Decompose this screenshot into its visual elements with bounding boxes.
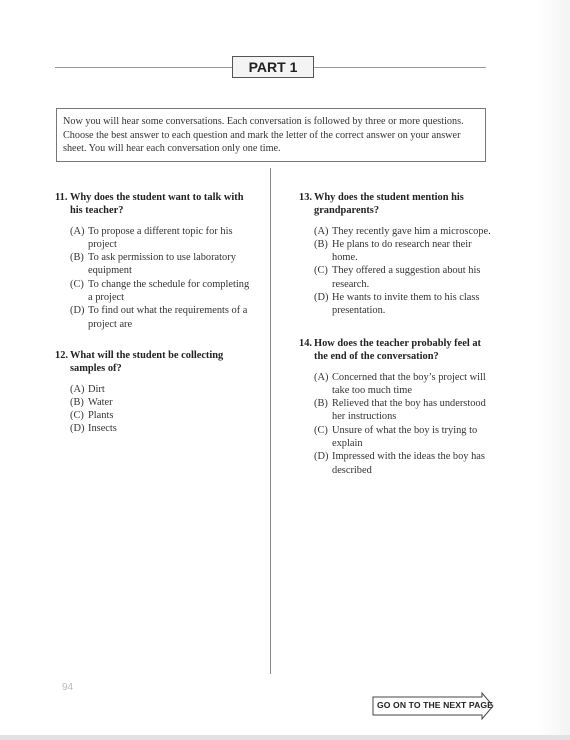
answer-option-b	[314, 238, 494, 265]
option-letter: (C)	[70, 410, 84, 422]
answer-option-b	[70, 396, 255, 409]
answer-option-b	[314, 397, 494, 424]
option-letter: (B)	[70, 396, 84, 408]
answer-option-c	[314, 424, 494, 451]
option-letter: (A)	[70, 225, 85, 237]
question-13	[299, 191, 494, 318]
question-stem	[55, 191, 255, 218]
column-divider	[270, 168, 271, 674]
option-letter: (A)	[314, 371, 329, 383]
answer-option-a	[70, 225, 255, 252]
answer-option-a	[314, 371, 494, 398]
option-text: He plans to do research near their home.	[332, 238, 472, 264]
question-stem	[299, 337, 494, 364]
question-11	[55, 191, 255, 331]
option-letter: (C)	[70, 278, 84, 290]
option-text: Unsure of what the boy is trying to explain	[332, 424, 478, 450]
option-text: To propose a different topic for his project	[88, 225, 233, 250]
answer-option-b	[70, 251, 255, 278]
option-text: They recently gave him a microscope.	[332, 225, 491, 237]
question-text: How does the teacher probably feel at the end of the conversation?	[314, 338, 482, 363]
option-letter: (D)	[314, 292, 329, 304]
option-text: Dirt	[88, 383, 105, 395]
option-text: To change the schedule for completing a project	[88, 278, 250, 304]
option-letter: (D)	[314, 451, 329, 463]
next-page-indicator	[372, 692, 494, 720]
header-rule-left	[55, 67, 232, 68]
question-12	[55, 349, 255, 436]
option-letter: (B)	[314, 238, 328, 250]
option-text: To ask permission to use laboratory equipment	[88, 252, 236, 277]
page-edge-shadow	[539, 0, 570, 740]
answer-option-d	[314, 450, 494, 477]
option-letter: (B)	[314, 398, 328, 410]
option-text: Plants	[88, 410, 114, 422]
part-heading: PART 1	[232, 56, 314, 78]
option-letter: (A)	[314, 225, 329, 237]
option-letter: (C)	[314, 265, 328, 277]
option-text: Impressed with the ideas the boy has described	[332, 451, 485, 476]
option-letter: (B)	[70, 252, 84, 264]
page-bottom-edge	[0, 735, 570, 740]
question-stem	[299, 191, 494, 218]
option-letter: (C)	[314, 424, 328, 436]
header-rule-right	[314, 67, 486, 68]
option-text: They offered a suggestion about his research.	[332, 265, 481, 290]
answer-option-d	[314, 291, 494, 318]
question-14	[299, 337, 494, 477]
option-letter: (A)	[70, 383, 85, 395]
option-text: Insects	[88, 423, 117, 435]
option-text: Relieved that the boy has understood her instructions	[332, 398, 486, 423]
answer-options	[299, 225, 494, 318]
answer-option-d	[70, 422, 255, 435]
answer-options	[299, 371, 494, 477]
question-text: Why does the student want to talk with his teacher?	[70, 192, 244, 217]
answer-option-a	[70, 383, 255, 396]
answer-options	[55, 225, 255, 331]
page-number: 94	[62, 682, 74, 693]
question-stem	[55, 349, 255, 376]
option-text: Concerned that the boy’s project will take too much time	[332, 371, 486, 396]
next-page-label: GO ON TO THE NEXT PAGE	[377, 700, 493, 710]
question-number: 14.	[299, 338, 312, 349]
option-text: He wants to invite them to his class presentation.	[332, 292, 480, 317]
option-text: Water	[88, 396, 113, 408]
question-number: 11.	[55, 192, 68, 203]
answer-option-c	[314, 264, 494, 291]
answer-option-c	[70, 409, 255, 422]
answer-option-d	[70, 304, 255, 331]
question-number: 12.	[55, 350, 68, 361]
answer-option-a	[314, 225, 494, 238]
question-text: What will the student be collecting samples of?	[70, 350, 224, 375]
question-text: Why does the student mention his grandparents?	[314, 192, 464, 217]
answer-option-c	[70, 278, 255, 305]
question-number: 13.	[299, 192, 312, 203]
option-letter: (D)	[70, 305, 85, 317]
option-letter: (D)	[70, 423, 85, 435]
option-text: To find out what the requirements of a project are	[88, 305, 248, 330]
instructions-box: Now you will hear some conversations. Each conversation is followed by three or more questions. Choose the best answer to each question and mark the letter of the correct answer on your answer sheet. You will hear each conversation only one time.	[56, 108, 486, 162]
answer-options	[55, 383, 255, 436]
